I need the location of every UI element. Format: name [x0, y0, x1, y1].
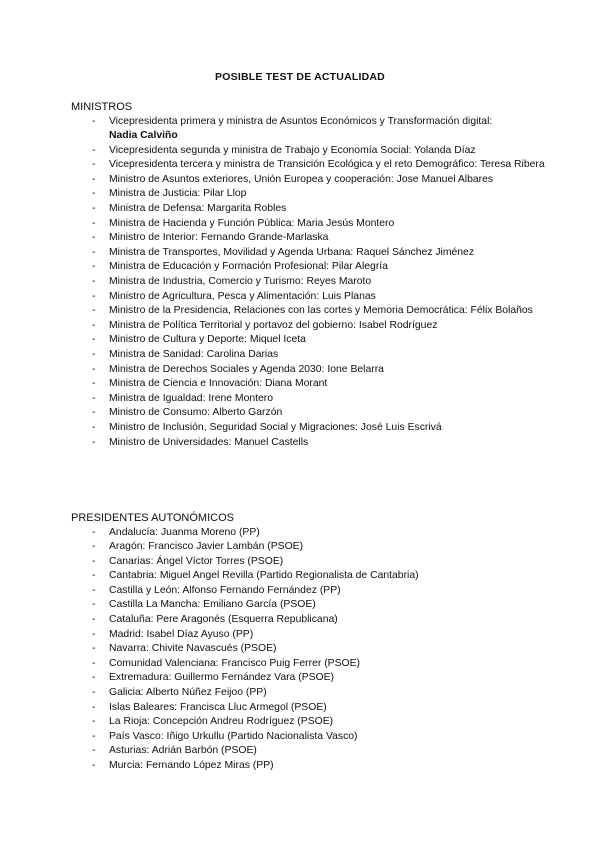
item-text: Vicepresidenta tercera y ministra de Transición Ecológica y el reto Demográfico: Teresa Ribera [109, 159, 545, 171]
list-item [71, 569, 551, 584]
bullet-dash: - [92, 173, 96, 185]
item-text: Ministra de Política Territorial y portavoz del gobierno: Isabel Rodríguez [109, 319, 438, 331]
item-name-bold: Nadia Calviño [109, 130, 178, 142]
item-text: Ministra de Industria, Comercio y Turismo: Reyes Maroto [109, 276, 372, 288]
bullet-dash: - [92, 159, 96, 171]
list-item [71, 144, 551, 159]
bullet-dash: - [92, 349, 96, 360]
item-text: Ministro de Universidades: Manuel Castells [109, 436, 309, 448]
bullet-dash: - [92, 599, 96, 611]
item-text: Andalucía: Juanma Moreno (PP) [109, 526, 260, 538]
item-text: Asturias: Adrián Barbón (PSOE) [109, 745, 257, 757]
list-item [71, 555, 551, 570]
item-text: Galicia: Alberto Núñez Feijoo (PP) [109, 687, 267, 699]
ministros-heading: MINISTROS [71, 101, 133, 113]
list-item [71, 275, 551, 290]
bullet-dash: - [92, 657, 96, 669]
list-item [71, 436, 551, 451]
list-item [71, 406, 551, 421]
bullet-dash: - [92, 305, 96, 317]
bullet-dash: - [92, 188, 96, 200]
bullet-dash: - [92, 421, 96, 433]
list-item [71, 158, 551, 173]
bullet-dash: - [92, 643, 96, 655]
ministros-list [71, 115, 551, 451]
list-item [71, 686, 551, 701]
list-item [71, 319, 551, 334]
item-text: Aragón: Francisco Javier Lambán (PSOE) [109, 541, 304, 553]
item-text: Ministro de Agricultura, Pesca y Alimentación: Luis Planas [109, 290, 376, 302]
bullet-dash: - [92, 584, 96, 596]
item-text: Ministro de Cultura y Deporte: Miquel Iceta [109, 334, 306, 346]
list-item [71, 348, 551, 363]
list-item [71, 202, 551, 217]
bullet-dash: - [92, 144, 96, 156]
list-item [71, 526, 551, 541]
item-text: Comunidad Valenciana: Francisco Puig Ferrer (PSOE) [109, 657, 361, 669]
bullet-dash: - [92, 246, 96, 258]
item-text: Ministro de Consumo: Alberto Garzón [109, 407, 283, 419]
presidentes-section [71, 511, 551, 774]
item-text: Extremadura: Guillermo Fernández Vara (PSOE) [109, 672, 335, 684]
item-text: Ministra de Justicia: Pilar Llop [109, 188, 247, 200]
item-text: Ministro de Interior: Fernando Grande-Marlaska [109, 232, 329, 244]
bullet-dash: - [92, 570, 96, 582]
list-item [71, 231, 551, 246]
list-item [71, 613, 551, 628]
bullet-dash: - [92, 261, 96, 273]
item-text: Cataluña: Pere Aragonés (Esquerra Republicana) [109, 614, 338, 626]
item-text: Ministra de Defensa: Margarita Robles [109, 203, 287, 215]
item-text: Ministra de Educación y Formación Profesional: Pilar Alegría [109, 261, 388, 273]
item-text: Ministro de la Presidencia, Relaciones con las cortes y Memoria Democrática: Félix Bolaños [109, 305, 533, 317]
bullet-dash: - [92, 319, 96, 331]
bullet-dash: - [92, 760, 96, 771]
bullet-dash: - [92, 378, 96, 390]
list-item [71, 377, 551, 392]
list-item [71, 759, 551, 774]
bullet-dash: - [92, 392, 96, 404]
list-item [71, 730, 551, 745]
item-text: Ministro de Asuntos exteriores, Unión Europea y cooperación: Jose Manuel Albares [109, 173, 494, 185]
list-item [71, 217, 551, 232]
list-item [71, 187, 551, 202]
bullet-dash: - [92, 745, 96, 757]
item-text: Islas Baleares: Francisca Lluc Armegol (PSOE) [109, 701, 327, 713]
item-text: Ministra de Derechos Sociales y Agenda 2030: Ione Belarra [109, 363, 384, 375]
bullet-dash: - [92, 232, 96, 244]
list-item [71, 173, 551, 188]
bullet-dash: - [92, 526, 96, 538]
item-text: Ministra de Sanidad: Carolina Darias [109, 349, 279, 360]
item-text: Canarias: Ángel Víctor Torres (PSOE) [109, 555, 284, 567]
bullet-dash: - [92, 276, 96, 288]
bullet-dash: - [92, 217, 96, 229]
list-item [71, 260, 551, 275]
list-item [71, 246, 551, 261]
list-item [71, 744, 551, 759]
page-title: POSIBLE TEST DE ACTUALIDAD [215, 71, 385, 83]
list-item [71, 333, 551, 348]
bullet-dash: - [92, 687, 96, 699]
bullet-dash: - [92, 334, 96, 346]
item-text: Ministra de Ciencia e Innovación: Diana Morant [109, 378, 328, 390]
list-item [71, 584, 551, 599]
list-item [71, 657, 551, 672]
bullet-dash: - [92, 115, 96, 127]
item-text: Castilla y León: Alfonso Fernando Fernández (PP) [109, 584, 341, 596]
bullet-dash: - [92, 628, 96, 640]
bullet-dash: - [92, 407, 96, 419]
list-item [71, 304, 551, 319]
item-text: La Rioja: Concepción Andreu Rodríguez (PSOE) [109, 716, 334, 728]
bullet-dash: - [92, 290, 96, 302]
item-text: Vicepresidenta segunda y ministra de Trabajo y Economía Social: Yolanda Díaz [109, 144, 476, 156]
item-text: Murcia: Fernando López Miras (PP) [109, 760, 274, 771]
ministros-section [71, 100, 551, 450]
bullet-dash: - [92, 614, 96, 626]
list-item [71, 363, 551, 378]
item-text: País Vasco: Iñigo Urkullu (Partido Nacionalista Vasco) [109, 730, 358, 742]
item-text: Ministra de Hacienda y Función Pública: Maria Jesús Montero [109, 217, 395, 229]
list-item [71, 671, 551, 686]
list-item [71, 290, 551, 305]
presidentes-heading: PRESIDENTES AUTONÓMICOS [71, 512, 234, 524]
bullet-dash: - [92, 730, 96, 742]
bullet-dash: - [92, 701, 96, 713]
list-item [71, 392, 551, 407]
item-text: Madrid: Isabel Díaz Ayuso (PP) [109, 628, 254, 640]
list-item [71, 628, 551, 643]
list-item [71, 421, 551, 436]
list-item [71, 715, 551, 730]
bullet-dash: - [92, 672, 96, 684]
bullet-dash: - [92, 363, 96, 375]
bullet-dash: - [92, 203, 96, 215]
item-text: Navarra: Chivite Navascués (PSOE) [109, 643, 277, 655]
bullet-dash: - [92, 555, 96, 567]
item-text: Castilla La Mancha: Emiliano García (PSOE) [109, 599, 316, 611]
list-item [71, 598, 551, 613]
list-item [71, 540, 551, 555]
bullet-dash: - [92, 436, 96, 448]
list-item [71, 701, 551, 716]
list-item [71, 115, 551, 144]
presidentes-list [71, 526, 551, 774]
bullet-dash: - [92, 716, 96, 728]
item-text: Vicepresidenta primera y ministra de Asuntos Económicos y Transformación digital: [109, 115, 493, 127]
list-item [71, 642, 551, 657]
item-text: Cantabria: Miguel Angel Revilla (Partido Regionalista de Cantabria) [109, 570, 419, 582]
bullet-dash: - [92, 541, 96, 553]
item-text: Ministra de Transportes, Movilidad y Agenda Urbana: Raquel Sánchez Jiménez [109, 246, 475, 258]
item-text: Ministro de Inclusión, Seguridad Social y Migraciones: José Luis Escrivá [109, 421, 442, 433]
item-text: Ministra de Igualdad: Irene Montero [109, 392, 274, 404]
